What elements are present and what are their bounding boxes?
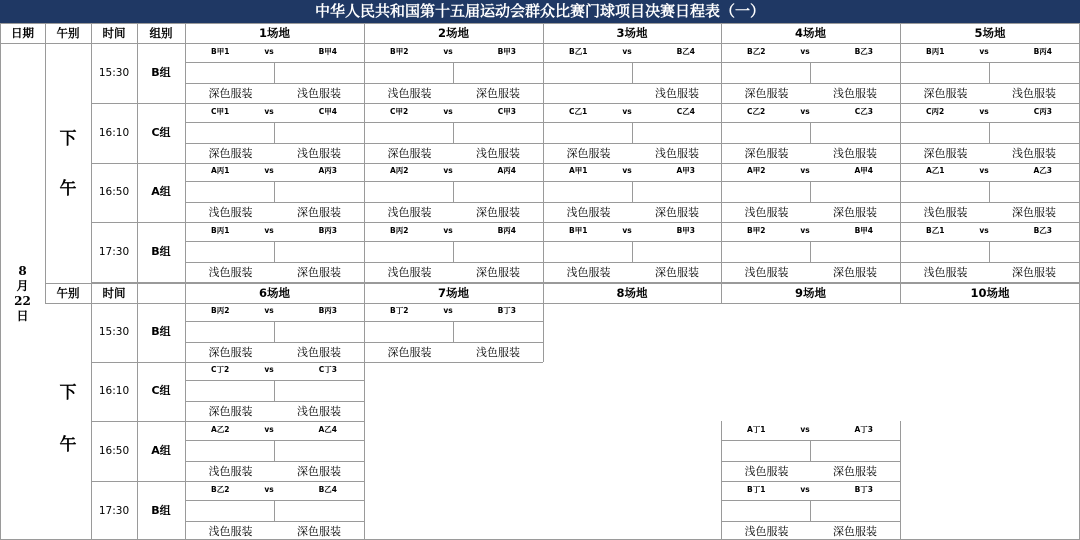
slot-group: B组 (151, 66, 171, 79)
grid-line-v (721, 481, 722, 540)
vs-label: vs (979, 107, 989, 116)
vs-label: vs (264, 306, 274, 315)
grid-line-v (810, 181, 811, 202)
grid-line-h (364, 222, 543, 223)
header-period: 午别 (56, 286, 80, 300)
grid-line-h (721, 222, 900, 223)
date-day: 22 (14, 294, 31, 308)
home-team: A丙1 (211, 166, 230, 175)
grid-line-v (185, 222, 186, 282)
page-title: 中华人民共和国第十五届运动会群众比赛门球项目决赛日程表（一） (0, 0, 1080, 23)
slot-time: 16:10 (98, 385, 130, 397)
grid-line-h (900, 241, 1080, 242)
away-uniform-color: 浅色服装 (655, 87, 699, 100)
home-uniform-color: 深色服装 (923, 147, 968, 160)
grid-line-v (989, 122, 990, 143)
away-uniform-color: 浅色服装 (297, 346, 341, 359)
home-team: B丁1 (747, 485, 766, 494)
away-team: B甲3 (497, 47, 516, 56)
home-team: C乙2 (747, 107, 766, 116)
venue-header: 9场地 (794, 286, 826, 300)
home-team: A丁1 (747, 425, 766, 434)
grid-line-h (543, 103, 721, 104)
away-uniform-color: 浅色服装 (297, 405, 341, 418)
period-char-2: 午 (59, 179, 77, 199)
away-team: B甲4 (318, 47, 337, 56)
grid-line-v (185, 421, 186, 481)
grid-line-v (810, 62, 811, 83)
home-uniform-color: 浅色服装 (923, 206, 968, 219)
grid-line-v (632, 62, 633, 83)
grid-line-v (364, 361, 365, 421)
vs-label: vs (979, 47, 989, 56)
grid-line-h (185, 481, 364, 482)
away-team: B丙4 (497, 226, 516, 235)
home-team: B甲2 (390, 47, 409, 56)
away-uniform-color: 深色服装 (297, 465, 341, 478)
slot-time: 15:30 (98, 326, 130, 338)
home-uniform-color: 深色服装 (208, 346, 253, 359)
vs-label: vs (800, 166, 810, 175)
home-uniform-color: 深色服装 (744, 87, 789, 100)
header-date: 日期 (11, 26, 34, 40)
slot-group: A组 (151, 444, 171, 457)
grid-line-h (364, 282, 543, 283)
away-uniform-color: 浅色服装 (1012, 87, 1056, 100)
grid-line-v (364, 222, 365, 282)
vs-label: vs (622, 226, 632, 235)
home-team: C丙2 (926, 107, 945, 116)
header-group: 组别 (149, 26, 173, 40)
grid-line-v (810, 440, 811, 461)
home-uniform-color: 浅色服装 (566, 206, 611, 219)
vs-label: vs (979, 166, 989, 175)
grid-line-v (364, 103, 365, 163)
vs-label: vs (264, 107, 274, 116)
venue-header: 3场地 (616, 26, 648, 40)
grid-line-v (632, 181, 633, 202)
slot-group: B组 (151, 245, 171, 258)
away-team: C丁3 (318, 365, 337, 374)
grid-line-v (810, 122, 811, 143)
home-uniform-color: 浅色服装 (387, 206, 432, 219)
away-uniform-color: 浅色服装 (476, 346, 520, 359)
grid-line-v (543, 222, 544, 282)
venue-header: 5场地 (974, 26, 1006, 40)
away-team: B乙4 (676, 47, 695, 56)
grid-line-h (900, 103, 1080, 104)
away-uniform-color: 深色服装 (833, 465, 877, 478)
grid-line-v (185, 361, 186, 421)
away-uniform-color: 深色服装 (1012, 206, 1056, 219)
grid-line-v (274, 321, 275, 342)
home-team: B乙1 (926, 226, 945, 235)
grid-line-v (274, 500, 275, 521)
grid-line-h (45, 303, 1080, 304)
away-team: B丁3 (854, 485, 873, 494)
period-char-2: 午 (59, 435, 77, 455)
home-uniform-color (545, 84, 632, 103)
away-uniform-color: 浅色服装 (476, 147, 520, 160)
vs-label: vs (443, 166, 453, 175)
away-team: C甲3 (497, 107, 516, 116)
grid-line-v (274, 440, 275, 461)
away-uniform-color: 深色服装 (1012, 266, 1056, 279)
home-team: A甲1 (569, 166, 588, 175)
grid-line-v (543, 162, 544, 222)
home-uniform-color: 深色服装 (208, 405, 253, 418)
home-uniform-color: 深色服装 (387, 346, 432, 359)
away-team: B丙4 (1033, 47, 1052, 56)
vs-label: vs (800, 485, 810, 494)
grid-line-v (810, 500, 811, 521)
grid-line-v (721, 421, 722, 481)
home-team: C甲1 (211, 107, 230, 116)
vs-label: vs (622, 47, 632, 56)
grid-line-v (274, 62, 275, 83)
grid-line-h (185, 421, 364, 422)
away-uniform-color: 深色服装 (476, 87, 520, 100)
slot-group: C组 (151, 384, 171, 397)
home-uniform-color: 浅色服装 (744, 266, 789, 279)
slot-time: 16:50 (98, 445, 130, 457)
home-uniform-color: 浅色服装 (387, 266, 432, 279)
grid-line-h (185, 282, 364, 283)
grid-line-v (453, 181, 454, 202)
vs-label: vs (264, 485, 274, 494)
home-uniform-color: 深色服装 (923, 87, 968, 100)
grid-line-v (364, 421, 365, 481)
home-team: B甲2 (747, 226, 766, 235)
grid-line-h (900, 163, 1080, 164)
grid-line-v (274, 181, 275, 202)
home-uniform-color: 浅色服装 (387, 87, 432, 100)
away-uniform-color: 深色服装 (476, 266, 520, 279)
grid-line-h (900, 122, 1080, 123)
away-team: A丁3 (854, 425, 873, 434)
vs-label: vs (622, 107, 632, 116)
grid-line-v (185, 481, 186, 540)
grid-line-v (364, 162, 365, 222)
header-time: 时间 (102, 286, 126, 300)
grid-line-v (453, 241, 454, 262)
home-uniform-color: 浅色服装 (744, 525, 789, 538)
vs-label: vs (264, 166, 274, 175)
away-uniform-color: 深色服装 (297, 525, 341, 538)
grid-line-v (900, 162, 901, 222)
vs-label: vs (443, 226, 453, 235)
grid-line-h (721, 163, 900, 164)
grid-line-v (453, 321, 454, 342)
period-char-1: 下 (59, 129, 77, 149)
slot-group: A组 (151, 185, 171, 198)
vs-label: vs (264, 47, 274, 56)
grid-line-h (900, 62, 1080, 63)
away-uniform-color: 深色服装 (476, 206, 520, 219)
home-team: B甲1 (569, 226, 588, 235)
home-team: B乙2 (747, 47, 766, 56)
grid-line-v (900, 43, 901, 103)
away-team: A甲3 (676, 166, 695, 175)
home-uniform-color: 深色服装 (566, 147, 611, 160)
date-day-unit: 日 (16, 309, 29, 323)
grid-line-h (364, 103, 543, 104)
away-uniform-color: 浅色服装 (297, 87, 341, 100)
home-team: B丙1 (211, 226, 230, 235)
vs-label: vs (800, 107, 810, 116)
away-uniform-color: 深色服装 (297, 206, 341, 219)
home-uniform-color: 深色服装 (387, 147, 432, 160)
grid-line-v (721, 43, 722, 103)
vs-label: vs (264, 365, 274, 374)
away-uniform-color: 深色服装 (655, 206, 699, 219)
away-uniform-color: 浅色服装 (833, 87, 877, 100)
home-team: A乙1 (926, 166, 945, 175)
grid-line-v (364, 481, 365, 540)
grid-line-v (185, 162, 186, 222)
grid-line-v (543, 103, 544, 163)
away-uniform-color: 深色服装 (833, 206, 877, 219)
home-team: A甲2 (747, 166, 766, 175)
grid-line-v (137, 283, 138, 303)
grid-line-v (900, 421, 901, 481)
grid-line-v (274, 122, 275, 143)
grid-line-v (185, 43, 186, 103)
away-team: B丁3 (497, 306, 516, 315)
home-team: C甲2 (390, 107, 409, 116)
away-uniform-color: 浅色服装 (655, 147, 699, 160)
home-team: B丁2 (390, 306, 409, 315)
grid-line-v (900, 222, 901, 282)
home-team: B丙2 (390, 226, 409, 235)
grid-line-v (185, 302, 186, 362)
away-team: C乙3 (854, 107, 873, 116)
grid-line-v (543, 43, 544, 103)
away-team: A丙4 (497, 166, 516, 175)
away-team: A乙3 (1033, 166, 1052, 175)
home-team: B丙1 (926, 47, 945, 56)
slot-group: B组 (151, 325, 171, 338)
home-uniform-color: 浅色服装 (923, 266, 968, 279)
grid-line-v (632, 241, 633, 262)
home-uniform-color: 浅色服装 (208, 525, 253, 538)
date-month-unit: 月 (16, 279, 29, 293)
grid-line-h (185, 103, 364, 104)
home-team: B乙1 (569, 47, 588, 56)
grid-line-v (453, 62, 454, 83)
away-uniform-color: 浅色服装 (1012, 147, 1056, 160)
venue-header: 2场地 (437, 26, 469, 40)
away-team: A乙4 (318, 425, 337, 434)
away-uniform-color: 深色服装 (833, 266, 877, 279)
away-team: B丙3 (318, 306, 337, 315)
grid-line-v (45, 43, 46, 283)
home-uniform-color: 深色服装 (208, 147, 253, 160)
grid-line-h (364, 163, 543, 164)
grid-line-h (185, 163, 364, 164)
grid-line-v (989, 62, 990, 83)
away-team: B甲3 (676, 226, 695, 235)
grid-line-h (185, 362, 364, 363)
vs-label: vs (800, 47, 810, 56)
slot-time: 17:30 (98, 505, 130, 517)
grid-line-v (721, 162, 722, 222)
vs-label: vs (443, 306, 453, 315)
away-uniform-color: 深色服装 (297, 266, 341, 279)
away-uniform-color: 深色服装 (655, 266, 699, 279)
home-uniform-color: 浅色服装 (566, 266, 611, 279)
grid-line-h (543, 222, 721, 223)
away-team: B乙3 (1033, 226, 1052, 235)
venue-header: 6场地 (258, 286, 290, 300)
grid-line-h (543, 163, 721, 164)
grid-line-v (989, 181, 990, 202)
home-team: C丁2 (211, 365, 230, 374)
vs-label: vs (800, 226, 810, 235)
slot-time: 16:10 (98, 127, 130, 139)
slot-time: 16:50 (98, 186, 130, 198)
venue-header: 4场地 (794, 26, 826, 40)
grid-line-v (900, 103, 901, 163)
date-month: 8 (18, 264, 27, 278)
vs-label: vs (979, 226, 989, 235)
away-team: C乙4 (676, 107, 695, 116)
home-team: C乙1 (569, 107, 588, 116)
grid-line-h (185, 222, 364, 223)
home-team: B丙2 (211, 306, 230, 315)
vs-label: vs (264, 425, 274, 434)
vs-label: vs (800, 425, 810, 434)
home-uniform-color: 浅色服装 (208, 465, 253, 478)
grid-line-h (721, 481, 900, 482)
home-uniform-color: 深色服装 (208, 87, 253, 100)
grid-line-v (632, 122, 633, 143)
home-team: B乙2 (211, 485, 230, 494)
grid-line-h (900, 282, 1080, 283)
grid-line-v (364, 302, 365, 362)
grid-line-v (543, 302, 544, 362)
away-team: A丙3 (318, 166, 337, 175)
slot-time: 17:30 (98, 246, 130, 258)
home-team: B甲1 (211, 47, 230, 56)
vs-label: vs (264, 226, 274, 235)
grid-line-v (900, 481, 901, 540)
grid-line-v (274, 380, 275, 401)
home-uniform-color: 深色服装 (744, 147, 789, 160)
venue-header: 10场地 (970, 286, 1010, 300)
away-team: C丙3 (1033, 107, 1052, 116)
grid-line-h (721, 103, 900, 104)
away-uniform-color: 浅色服装 (833, 147, 877, 160)
away-team: C甲4 (318, 107, 337, 116)
home-uniform-color: 浅色服装 (744, 206, 789, 219)
grid-line-h (91, 282, 185, 283)
grid-line-h (721, 282, 900, 283)
home-uniform-color: 浅色服装 (208, 206, 253, 219)
vs-label: vs (443, 107, 453, 116)
grid-line-h (364, 362, 543, 363)
grid-line-v (185, 103, 186, 163)
venue-header: 7场地 (437, 286, 469, 300)
venue-header: 1场地 (258, 26, 290, 40)
slot-time: 15:30 (98, 67, 130, 79)
home-team: A丙2 (390, 166, 409, 175)
away-uniform-color: 深色服装 (833, 525, 877, 538)
vs-label: vs (622, 166, 632, 175)
grid-line-h (900, 181, 1080, 182)
grid-line-v (989, 241, 990, 262)
grid-line-v (274, 241, 275, 262)
away-team: B乙4 (318, 485, 337, 494)
away-team: B乙3 (854, 47, 873, 56)
away-team: B甲4 (854, 226, 873, 235)
grid-line-h (900, 222, 1080, 223)
slot-group: B组 (151, 504, 171, 517)
grid-line-h (543, 282, 721, 283)
vs-label: vs (443, 47, 453, 56)
grid-line-v (721, 222, 722, 282)
grid-line-v (810, 241, 811, 262)
period-char-1: 下 (59, 383, 77, 403)
grid-line-v (364, 43, 365, 103)
away-uniform-color: 浅色服装 (297, 147, 341, 160)
home-uniform-color: 浅色服装 (744, 465, 789, 478)
grid-line-v (721, 103, 722, 163)
header-period: 午别 (56, 26, 80, 40)
home-uniform-color: 浅色服装 (208, 266, 253, 279)
away-team: B丙3 (318, 226, 337, 235)
away-team: A甲4 (854, 166, 873, 175)
slot-group: C组 (151, 126, 171, 139)
venue-header: 8场地 (616, 286, 648, 300)
grid-line-v (453, 122, 454, 143)
home-team: A乙2 (211, 425, 230, 434)
header-time: 时间 (102, 26, 126, 40)
